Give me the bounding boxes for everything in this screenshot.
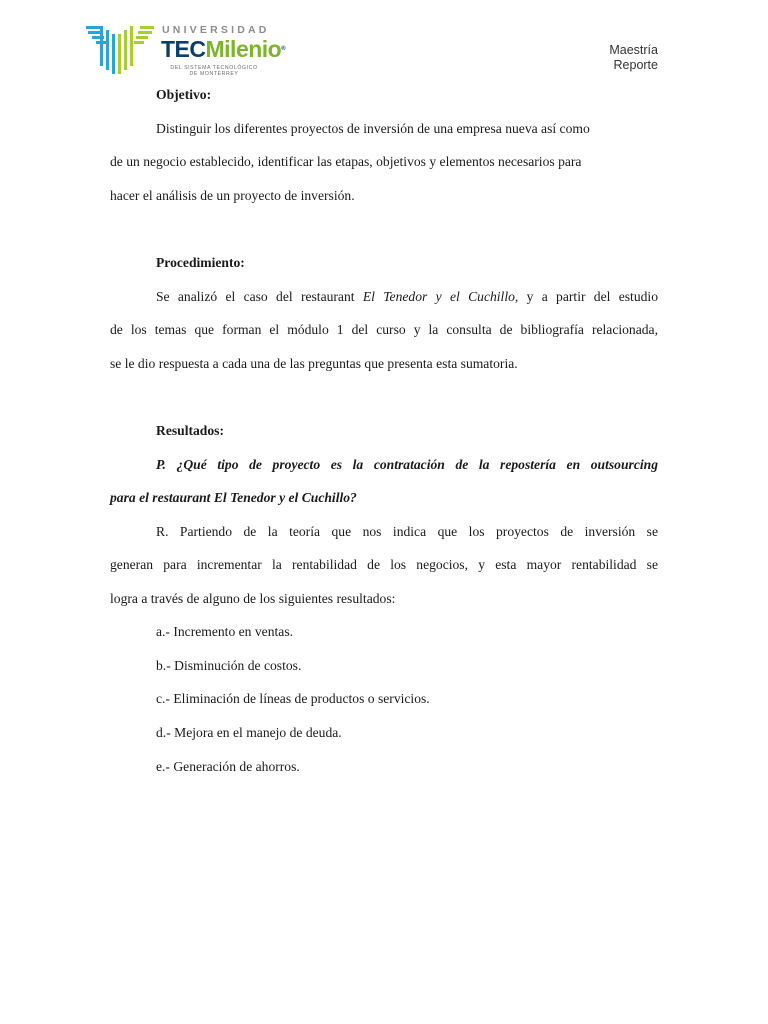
header-doc-type: Reporte (613, 57, 658, 72)
procedimiento-line-1 (156, 287, 658, 307)
logo-brand-text (161, 34, 285, 64)
logo-university-text: UNIVERSIDAD (162, 24, 270, 36)
logo-milenio: Milenio (205, 36, 282, 62)
answer-line-1: R. Partiendo de la teoría que nos indica que los proyectos de inversión se (156, 524, 658, 539)
resultados-heading: Resultados: (156, 423, 224, 438)
answer-line-2: generan para incrementar la rentabilidad de los negocios, y esta mayor rentabilidad se (110, 557, 658, 572)
list-item: d.- Mejora en el manejo de deuda. (156, 725, 342, 740)
list-item: a.- Incremento en ventas. (156, 624, 294, 639)
question-line-2: para el restaurant El Tenedor y el Cuchillo? (110, 490, 357, 505)
objetivo-line-1: Distinguir los diferentes proyectos de inversión de una empresa nueva así como (156, 121, 590, 136)
list-item: e.- Generación de ahorros. (156, 759, 300, 774)
objetivo-line-3: hacer el análisis de un proyecto de inversión. (110, 188, 355, 203)
proc-text-a: Se analizó el caso del restaurant (156, 289, 363, 304)
university-logo (84, 20, 286, 80)
restaurant-name: El Tenedor y el Cuchillo (362, 289, 515, 304)
answer-line-3: logra a través de alguno de los siguientes resultados: (110, 591, 396, 606)
page-header (0, 0, 768, 88)
question-line-1: P. ¿Qué tipo de proyecto es la contratación de la repostería en outsourcing (156, 457, 658, 472)
list-item: b.- Disminución de costos. (156, 658, 302, 673)
logo-subtitle (164, 65, 264, 78)
logo-sub-line2: DE MONTERREY (189, 71, 239, 78)
logo-registered: ® (281, 46, 286, 52)
logo-tec: TEC (161, 36, 206, 62)
procedimiento-line-2: de los temas que forman el módulo 1 del curso y la consulta de bibliografía relacionada, (110, 322, 658, 337)
proc-text-c: , y a partir del estudio (514, 289, 658, 304)
list-item: c.- Eliminación de líneas de productos o servicios. (156, 691, 430, 706)
logo-emblem-icon (84, 22, 156, 78)
procedimiento-line-3: se le dio respuesta a cada una de las preguntas que presenta esta sumatoria. (110, 356, 518, 371)
logo-sub-line1: DEL SISTEMA TECNOLÓGICO (170, 65, 258, 71)
objetivo-heading: Objetivo: (156, 87, 212, 102)
header-right-text (609, 43, 658, 72)
procedimiento-heading: Procedimiento: (156, 255, 245, 270)
header-program: Maestría (609, 43, 658, 57)
objetivo-line-2: de un negocio establecido, identificar las etapas, objetivos y elementos necesarios para (110, 154, 582, 169)
